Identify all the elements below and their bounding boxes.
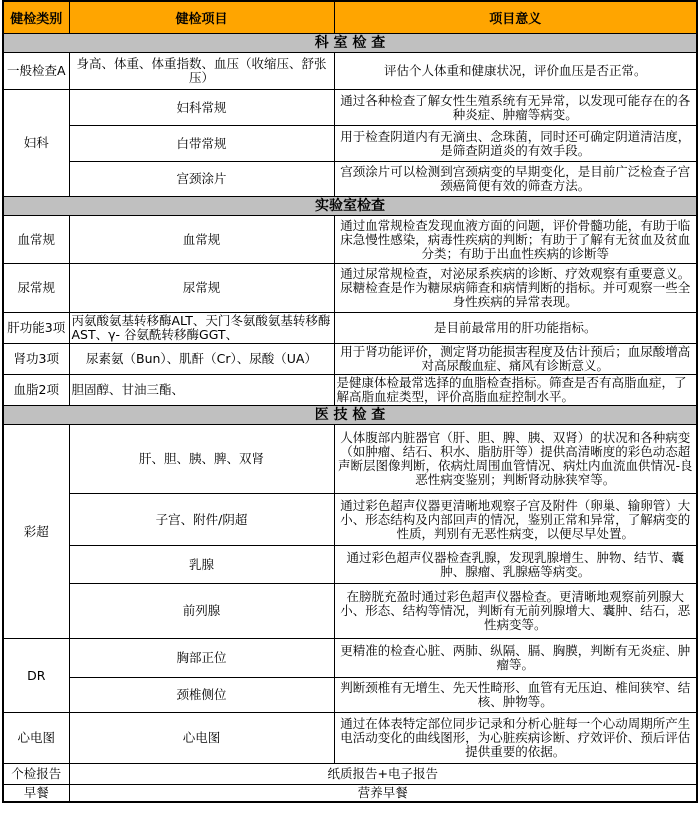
- section-title: 实验室检查: [3, 197, 697, 216]
- item-cell: 妇科常规: [69, 90, 334, 126]
- category-cell: 心电图: [3, 713, 69, 764]
- table-row: [3, 639, 697, 678]
- item-cell: 颈椎侧位: [69, 678, 334, 713]
- header-cell-item: 健检项目: [69, 1, 334, 34]
- header-cell-meaning: 项目意义: [334, 1, 697, 34]
- category-cell: DR: [3, 639, 69, 713]
- item-cell: 心电图: [69, 713, 334, 764]
- table-row: [3, 678, 697, 713]
- category-cell: 彩超: [3, 425, 69, 639]
- meaning-cell: 是目前最常用的肝功能指标。: [334, 313, 697, 344]
- report-value-cell: 纸质报告+电子报告: [69, 764, 697, 785]
- table-row: [3, 53, 697, 90]
- category-cell: 血常规: [3, 216, 69, 264]
- meaning-cell: 判断颈椎有无增生、先天性畸形、血管有无压迫、椎间狭窄、结核、肿物等。: [334, 678, 697, 713]
- item-cell: 肝、胆、胰、脾、双肾: [69, 425, 334, 494]
- section-title: 科 室 检 查: [3, 34, 697, 53]
- item-cell: 胆固醇、甘油三酯、: [69, 375, 334, 406]
- item-cell: 白带常规: [69, 126, 334, 162]
- item-cell: 丙氨酸氨基转移酶ALT、天门冬氨酸氨基转移酶AST、γ- 谷氨酰转移酶GGT、: [69, 313, 334, 344]
- meaning-cell: 人体腹部内脏器官（肝、胆、脾、胰、双肾）的状况和各种病变（如肿瘤、结石、积水、脂肪肝等）提供高清晰度的彩色动态超声断层图像判断，依病灶周围血管情况、病灶内血流血供情况-良恶性病变鉴别；判断肾动脉狭窄等。: [334, 425, 697, 494]
- section-row-lab: [3, 197, 697, 216]
- table-row: [3, 313, 697, 344]
- meaning-cell: 用于检查阴道内有无滴虫、念珠菌，同时还可确定阴道清洁度，是筛查阴道炎的有效手段。: [334, 126, 697, 162]
- category-cell: 个检报告: [3, 764, 69, 785]
- meaning-cell: 评估个人体重和健康状况，评价血压是否正常。: [334, 53, 697, 90]
- table-row: [3, 494, 697, 546]
- table-row: [3, 90, 697, 126]
- meaning-cell: 宫颈涂片可以检测到宫颈病变的早期变化，是目前广泛检查子宫颈癌简便有效的筛查方法。: [334, 162, 697, 197]
- item-cell: 子宫、附件/阴超: [69, 494, 334, 546]
- table-row: [3, 375, 697, 406]
- checkup-table: [2, 0, 698, 803]
- table-row: [3, 546, 697, 584]
- meaning-cell: 用于肾功能评价，测定肾功能损害程度及估计预后；血尿酸增高对高尿酸血症、痛风有诊断意义。: [334, 344, 697, 375]
- table-row: [3, 264, 697, 313]
- section-row-dept: [3, 34, 697, 53]
- meaning-cell: 通过血常规检查发现血液方面的问题，评价骨髓功能，有助于临床急慢性感染，病毒性疾病的判断；有助于了解有无贫血及贫血分类；有助于出血性疾病的诊断等: [334, 216, 697, 264]
- meaning-cell: 通过尿常规检查，对泌尿系疾病的诊断、疗效观察有重要意义。尿糖检查是作为糖尿病筛查和病情判断的指标。并可观察一些全身性疾病的异常表现。: [334, 264, 697, 313]
- item-cell: 宫颈涂片: [69, 162, 334, 197]
- section-title: 医 技 检 查: [3, 406, 697, 425]
- category-cell: 肝功能3项: [3, 313, 69, 344]
- table-row-breakfast: [3, 785, 697, 803]
- meaning-cell: 更精准的检查心脏、两肺、纵隔、膈、胸膜，判断有无炎症、肿瘤等。: [334, 639, 697, 678]
- meaning-cell: 是健康体检最常选择的血脂检查指标。筛查是否有高脂血症，了解高脂血症类型，评价高脂血症控制水平。: [334, 375, 697, 406]
- category-cell: 血脂2项: [3, 375, 69, 406]
- category-cell: 妇科: [3, 90, 69, 197]
- section-row-tech: [3, 406, 697, 425]
- category-cell: 肾功3项: [3, 344, 69, 375]
- table-row: [3, 126, 697, 162]
- table-row: [3, 216, 697, 264]
- item-cell: 胸部正位: [69, 639, 334, 678]
- category-cell: 尿常规: [3, 264, 69, 313]
- breakfast-value-cell: 营养早餐: [69, 785, 697, 803]
- category-cell: 早餐: [3, 785, 69, 803]
- table-row-report: [3, 764, 697, 785]
- meaning-cell: 通过在体表特定部位同步记录和分析心脏每一个心动周期所产生电活动变化的曲线图形，为心脏疾病诊断、疗效评价、预后评估提供重要的依据。: [334, 713, 697, 764]
- header-cell-category: 健检类别: [3, 1, 69, 34]
- item-cell: 乳腺: [69, 546, 334, 584]
- table-row: [3, 584, 697, 639]
- item-cell: 尿常规: [69, 264, 334, 313]
- table-row: [3, 713, 697, 764]
- meaning-cell: 通过彩色超声仪器更清晰地观察子宫及附件（卵巢、输卵管）大小、形态结构及内部回声的情况，鉴别正常和异常，了解病变的性质，判别有无恶性病变，以便尽早处置。: [334, 494, 697, 546]
- category-cell: 一般检查A: [3, 53, 69, 90]
- meaning-cell: 通过各种检查了解女性生殖系统有无异常，以发现可能存在的各种炎症、肿瘤等病变。: [334, 90, 697, 126]
- table-row: [3, 162, 697, 197]
- item-cell: 前列腺: [69, 584, 334, 639]
- item-cell: 血常规: [69, 216, 334, 264]
- meaning-cell: 通过彩色超声仪器检查乳腺，发现乳腺增生、肿物、结节、囊肿、腺瘤、乳腺癌等病变。: [334, 546, 697, 584]
- item-cell: 尿素氨（Bun）、肌酐（Cr）、尿酸（UA）: [69, 344, 334, 375]
- meaning-cell: 在膀胱充盈时通过彩色超声仪器检查。更清晰地观察前列腺大小、形态、结构等情况，判断有无前列腺增大、囊肿、结石，恶性病变等。: [334, 584, 697, 639]
- header-row: [3, 1, 697, 34]
- table-row: [3, 425, 697, 494]
- item-cell: 身高、体重、体重指数、血压（收缩压、舒张压）: [69, 53, 334, 90]
- table-row: [3, 344, 697, 375]
